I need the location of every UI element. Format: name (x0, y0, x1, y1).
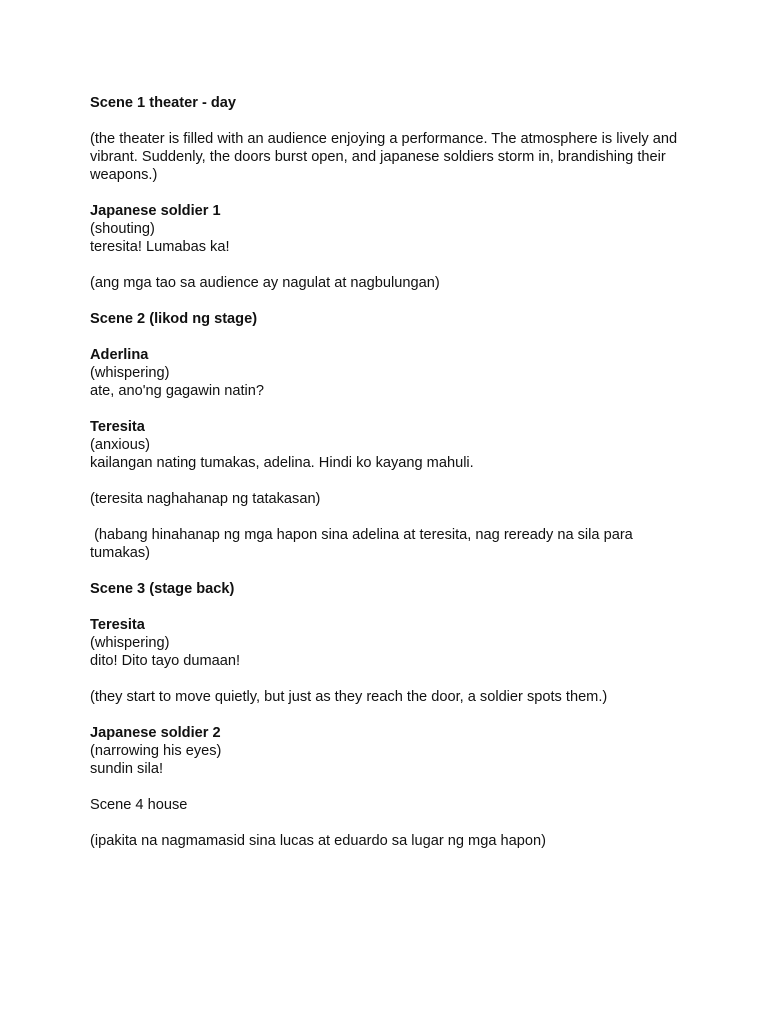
speaker-name: Japanese soldier 2 (90, 725, 221, 741)
stage-direction (90, 274, 690, 292)
scene-4 (90, 796, 690, 814)
stage-direction-text: (ang mga tao sa audience ay nagulat at nagbulungan) (90, 275, 440, 291)
dialogue-block (90, 418, 690, 472)
stage-direction-text: (ipakita na nagmamasid sina lucas at eduardo sa lugar ng mga hapon) (90, 833, 546, 849)
dialogue-line: kailangan nating tumakas, adelina. Hindi ko kayang mahuli. (90, 455, 474, 471)
scene-heading: Scene 2 (likod ng stage) (90, 311, 258, 327)
dialogue-block (90, 346, 690, 400)
dialogue-block (90, 724, 690, 778)
speaker-name: Japanese soldier 1 (90, 203, 221, 219)
dialogue-block (90, 616, 690, 670)
stage-direction (90, 688, 690, 706)
parenthetical: (whispering) (90, 635, 170, 651)
dialogue-block (90, 202, 690, 256)
scene-1 (90, 94, 690, 112)
stage-direction-text: (teresita naghahanap ng tatakasan) (90, 491, 321, 507)
scene-heading: Scene 4 house (90, 797, 188, 813)
parenthetical: (whispering) (90, 365, 170, 381)
dialogue-line: teresita! Lumabas ka! (90, 239, 230, 255)
speaker-name: Teresita (90, 617, 145, 633)
stage-direction (90, 490, 690, 508)
stage-direction-text: (the theater is filled with an audience enjoying a performance. The atmosphere is lively and vibrant. Suddenly, the doors burst open, and japanese soldiers storm in, brandishing their weapons.) (90, 131, 682, 183)
speaker-name: Teresita (90, 419, 145, 435)
stage-direction-text: (they start to move quietly, but just as they reach the door, a soldier spots them.) (90, 689, 608, 705)
script-page (90, 94, 690, 868)
dialogue-line: dito! Dito tayo dumaan! (90, 653, 241, 669)
speaker-name: Aderlina (90, 347, 149, 363)
parenthetical: (anxious) (90, 437, 151, 453)
stage-direction (90, 526, 690, 562)
dialogue-line: ate, ano'ng gagawin natin? (90, 383, 264, 399)
stage-direction-text: (habang hinahanap ng mga hapon sina adelina at teresita, nag reready na sila para tumakas) (90, 527, 637, 561)
parenthetical: (narrowing his eyes) (90, 743, 222, 759)
parenthetical: (shouting) (90, 221, 155, 237)
dialogue-line: sundin sila! (90, 761, 164, 777)
stage-direction (90, 832, 690, 850)
scene-2 (90, 310, 690, 328)
stage-direction (90, 130, 690, 184)
scene-heading: Scene 1 theater - day (90, 95, 237, 111)
scene-3 (90, 580, 690, 598)
scene-heading: Scene 3 (stage back) (90, 581, 235, 597)
